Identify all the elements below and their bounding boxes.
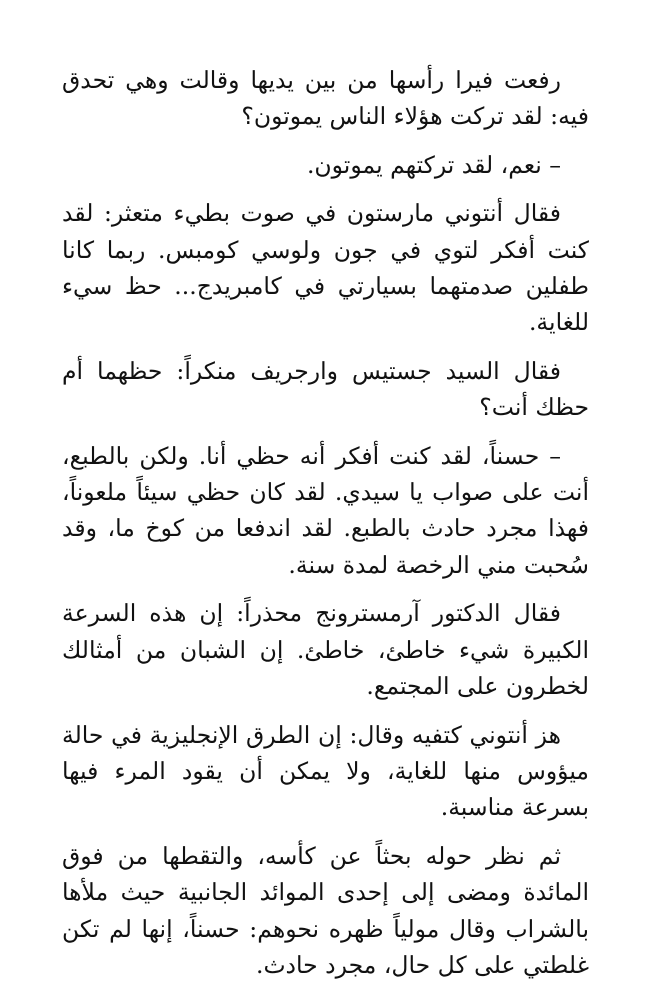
paragraph-1: رفعت فيرا رأسها من بين يديها وقالت وهي تحدق فيه: لقد تركت هؤلاء الناس يموتون؟ xyxy=(62,66,589,131)
book-page xyxy=(62,62,589,995)
paragraph-4: فقال السيد جستيس وارجريف منكراً: حظهما أم حظك أنت؟ xyxy=(62,356,589,422)
paragraph-5: – حسناً، لقد كنت أفكر أنه حظي أنا. ولكن بالطبع، أنت على صواب يا سيدي. لقد كان حظي سيئاً ملعوناً، فهذا مجرد حادث بالطبع. لقد اندفعا من كوخ ما، وقد سُحبت مني الرخصة لمدة سنة. xyxy=(62,441,589,579)
paragraph-2: – نعم، لقد تركتهم يموتون. xyxy=(306,150,561,179)
paragraph-3: فقال أنتوني مارستون في صوت بطيء متعثر: لقد كنت أفكر لتوي في جون ولوسي كومبس. ربما كانا طفلين صدمتهما بسيارتي في كامبريدج... حظ سيء للغاية. xyxy=(62,199,589,337)
paragraph-7: هز أنتوني كتفيه وقال: إن الطرق الإنجليزية في حالة ميؤوس منها للغاية، ولا يمكن أن يقود المرء فيها بسرعة مناسبة. xyxy=(62,720,589,822)
paragraph-8: ثم نظر حوله بحثاً عن كأسه، والتقطها من فوق المائدة ومضى إلى إحدى الموائد الجانبية حيث ملأها بالشراب وقال مولياً ظهره نحوهم: حسناً، إنها لم تكن غلطتي على كل حال، مجرد حادث. xyxy=(62,841,589,979)
paragraph-6: فقال الدكتور آرمسترونج محذراً: إن هذه السرعة الكبيرة شيء خاطئ، خاطئ. إن الشبان من أمثالك لخطرون على المجتمع. xyxy=(62,599,589,701)
